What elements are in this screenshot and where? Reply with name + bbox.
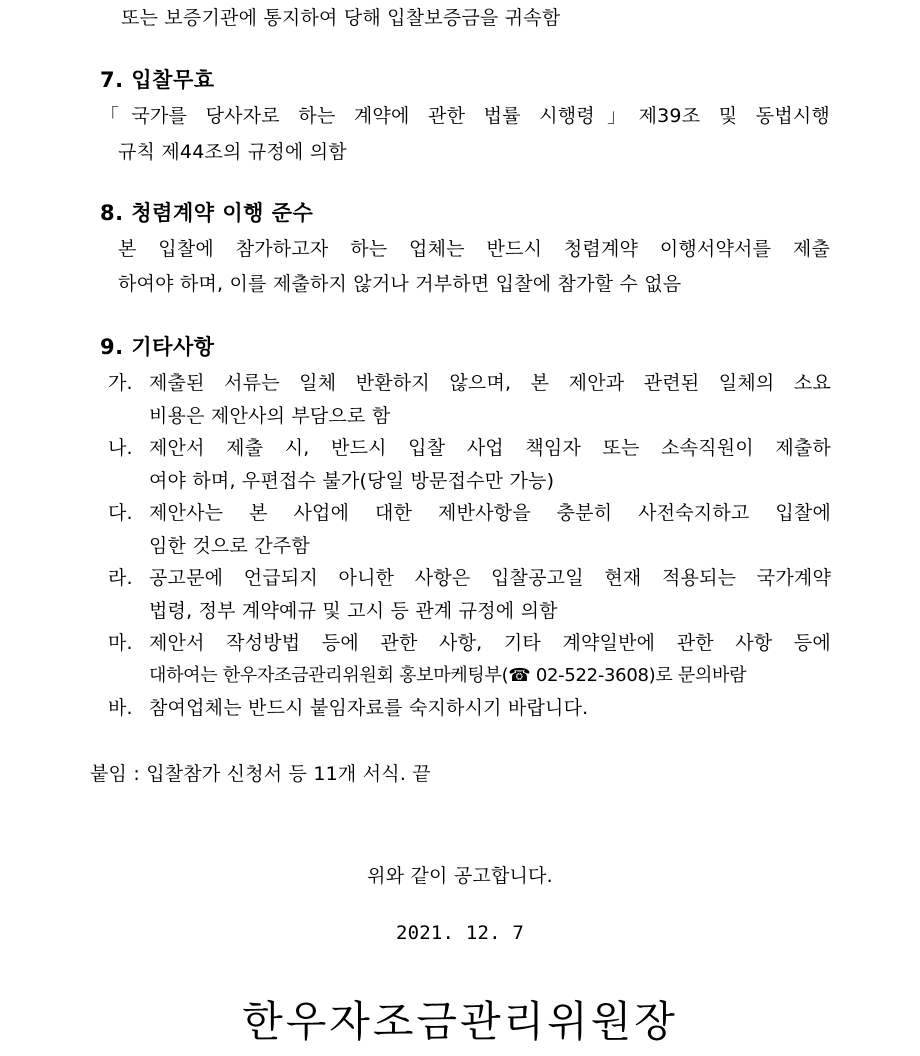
item-line-1-text: 제안서 작성방법 등에 관한 사항, 기타 계약일반에 관한 사항 등에 <box>149 632 831 654</box>
item-marker: 바. <box>108 697 133 719</box>
item-line-1 <box>149 630 831 656</box>
item-line-1 <box>149 500 831 526</box>
item-marker: 마. <box>108 632 133 654</box>
item-line-1-text: 공고문에 언급되지 아니한 사항은 입찰공고일 현재 적용되는 국가계약 <box>149 567 831 589</box>
item-line-2: 비용은 제안사의 부담으로 함 <box>149 405 391 427</box>
item-line-1-text: 제출된 서류는 일체 반환하지 않으며, 본 제안과 관련된 일체의 소요 <box>149 372 831 394</box>
section-8-line-1 <box>118 236 830 262</box>
announcement-date: 2021. 12. 7 <box>395 922 525 944</box>
item-marker: 라. <box>108 567 133 589</box>
section-7-line-1 <box>100 103 830 129</box>
attachment-note: 붙임 : 입찰참가 신청서 등 11개 서식. 끝 <box>90 763 431 785</box>
item-line-2: 법령, 정부 계약예규 및 고시 등 관계 규정에 의함 <box>149 600 558 622</box>
item-line-1 <box>149 370 831 396</box>
section-8-line-1-text: 본 입찰에 참가하고자 하는 업체는 반드시 청렴계약 이행서약서를 제출 <box>118 238 830 260</box>
signature-title: 한우자조금관리위원장 <box>242 997 678 1046</box>
item-line-2: 임한 것으로 간주함 <box>149 535 310 557</box>
section-8-heading: 8. 청렴계약 이행 준수 <box>100 201 314 225</box>
item-marker: 다. <box>108 502 133 524</box>
section-9-heading: 9. 기타사항 <box>100 335 215 359</box>
section-7-heading: 7. 입찰무효 <box>100 68 215 92</box>
item-line-2: 대하여는 한우자조금관리위원회 홍보마케팅부(☎ 02-522-3608)로 문의바람 <box>149 665 747 686</box>
item-line-1-text: 제안사는 본 사업에 대한 제반사항을 충분히 사전숙지하고 입찰에 <box>149 502 831 524</box>
item-line-1-text: 제안서 제출 시, 반드시 입찰 사업 책임자 또는 소속직원이 제출하 <box>149 437 831 459</box>
item-line-1 <box>149 565 831 591</box>
section-7-line-1-text: 「국가를 당사자로 하는 계약에 관한 법률 시행령」제39조 및 동법시행 <box>100 105 830 127</box>
item-marker: 가. <box>108 372 133 394</box>
section-7-line-2: 규칙 제44조의 규정에 의함 <box>118 141 347 163</box>
item-marker: 나. <box>108 437 133 459</box>
section-8-line-2: 하여야 하며, 이를 제출하지 않거나 거부하면 입찰에 참가할 수 없음 <box>118 273 682 295</box>
item-line-2: 여야 하며, 우편접수 불가(당일 방문접수만 가능) <box>149 470 555 492</box>
closing-statement: 위와 같이 공고합니다. <box>367 865 553 887</box>
item-line-1 <box>149 435 831 461</box>
continuation-text: 또는 보증기관에 통지하여 당해 입찰보증금을 귀속함 <box>121 7 561 29</box>
item-line-1: 참여업체는 반드시 붙임자료를 숙지하시기 바랍니다. <box>149 697 589 719</box>
